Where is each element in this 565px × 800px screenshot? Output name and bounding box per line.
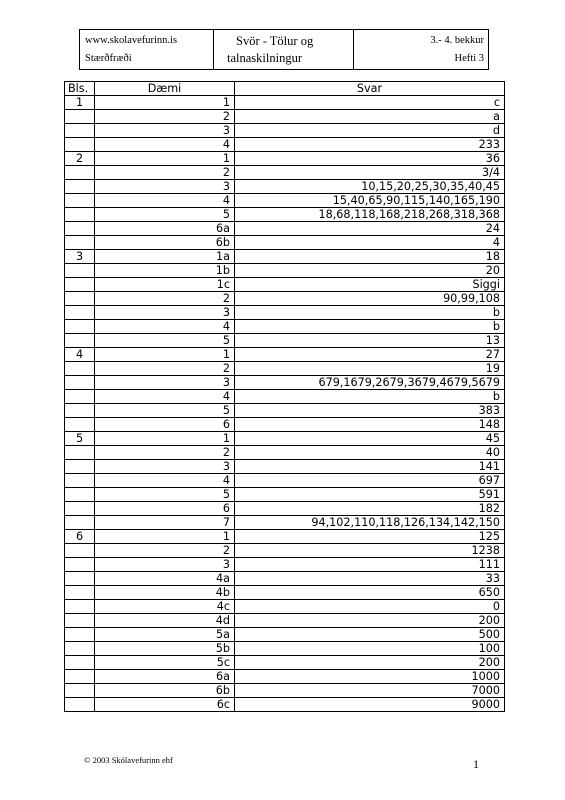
table-row: [65, 124, 505, 138]
answer-cell: 1238: [235, 544, 505, 558]
answer-cell: 100: [235, 642, 505, 656]
answer-cell: a: [235, 110, 505, 124]
table-row: [65, 180, 505, 194]
exercise-cell: 3: [95, 180, 235, 194]
answer-cell: 94,102,110,118,126,134,142,150: [235, 516, 505, 530]
page-cell: [65, 558, 95, 572]
page-cell: [65, 306, 95, 320]
page-cell: [65, 180, 95, 194]
page-cell: [65, 670, 95, 684]
answer-cell: 679,1679,2679,3679,4679,5679: [235, 376, 505, 390]
exercise-cell: 1: [95, 432, 235, 446]
header-right: [354, 30, 488, 69]
table-row: [65, 628, 505, 642]
table-row: [65, 614, 505, 628]
exercise-cell: 4: [95, 138, 235, 152]
table-row: [65, 418, 505, 432]
exercise-cell: 4: [95, 390, 235, 404]
exercise-cell: 1c: [95, 278, 235, 292]
answer-cell: 1000: [235, 670, 505, 684]
table-row: [65, 222, 505, 236]
answer-cell: 200: [235, 656, 505, 670]
page-cell: [65, 572, 95, 586]
answer-cell: 182: [235, 502, 505, 516]
exercise-cell: 5a: [95, 628, 235, 642]
table-row: [65, 572, 505, 586]
table-row: [65, 320, 505, 334]
exercise-cell: 5c: [95, 656, 235, 670]
exercise-cell: 6: [95, 418, 235, 432]
exercise-cell: 5: [95, 488, 235, 502]
answer-cell: 200: [235, 614, 505, 628]
page-cell: [65, 684, 95, 698]
answer-cell: 36: [235, 152, 505, 166]
exercise-cell: 1: [95, 530, 235, 544]
page-cell: [65, 292, 95, 306]
exercise-cell: 7: [95, 516, 235, 530]
answer-cell: 650: [235, 586, 505, 600]
page-cell: [65, 124, 95, 138]
exercise-cell: 1a: [95, 250, 235, 264]
table-row: [65, 558, 505, 572]
exercise-cell: 4b: [95, 586, 235, 600]
answer-cell: 24: [235, 222, 505, 236]
table-row: [65, 642, 505, 656]
copyright-footer: © 2003 Skólavefurinn ehf: [84, 755, 173, 765]
page-cell: 5: [65, 432, 95, 446]
page-cell: [65, 502, 95, 516]
page-cell: [65, 544, 95, 558]
exercise-cell: 5: [95, 208, 235, 222]
answer-cell: 19: [235, 362, 505, 376]
booklet-label: Hefti 3: [454, 53, 484, 64]
exercise-cell: 6a: [95, 222, 235, 236]
page-cell: [65, 222, 95, 236]
table-row: [65, 390, 505, 404]
exercise-cell: 4: [95, 194, 235, 208]
header-left: [80, 30, 214, 69]
answer-cell: c: [235, 96, 505, 110]
exercise-cell: 6: [95, 502, 235, 516]
exercise-cell: 1: [95, 348, 235, 362]
exercise-cell: 6b: [95, 236, 235, 250]
exercise-cell: 3: [95, 306, 235, 320]
website-link[interactable]: www.skolavefurinn.is: [85, 35, 178, 46]
page-cell: [65, 628, 95, 642]
table-row: [65, 530, 505, 544]
page-cell: [65, 138, 95, 152]
answer-cell: 90,99,108: [235, 292, 505, 306]
table-row: [65, 376, 505, 390]
answer-cell: 45: [235, 432, 505, 446]
exercise-cell: 4: [95, 474, 235, 488]
table-row: [65, 684, 505, 698]
answer-cell: 40: [235, 446, 505, 460]
page-cell: [65, 446, 95, 460]
table-row: [65, 264, 505, 278]
page-cell: [65, 698, 95, 712]
answer-cell: b: [235, 390, 505, 404]
answer-cell: 233: [235, 138, 505, 152]
answer-cell: b: [235, 320, 505, 334]
page-cell: [65, 236, 95, 250]
answer-cell: 10,15,20,25,30,35,40,45: [235, 180, 505, 194]
exercise-cell: 6a: [95, 670, 235, 684]
table-row: [65, 236, 505, 250]
exercise-cell: 1: [95, 96, 235, 110]
table-row: [65, 292, 505, 306]
table-row: [65, 278, 505, 292]
page-cell: [65, 334, 95, 348]
exercise-cell: 2: [95, 544, 235, 558]
answer-cell: 111: [235, 558, 505, 572]
table-row: [65, 600, 505, 614]
page-cell: 6: [65, 530, 95, 544]
exercise-cell: 2: [95, 446, 235, 460]
table-row: [65, 306, 505, 320]
page-cell: [65, 362, 95, 376]
table-row: [65, 656, 505, 670]
table-row: [65, 670, 505, 684]
page-cell: [65, 376, 95, 390]
page-cell: 2: [65, 152, 95, 166]
table-row: [65, 194, 505, 208]
table-header-row: [65, 82, 505, 96]
exercise-cell: 3: [95, 460, 235, 474]
answer-cell: 0: [235, 600, 505, 614]
table-row: [65, 432, 505, 446]
table-row: [65, 446, 505, 460]
exercise-cell: 3: [95, 376, 235, 390]
exercise-cell: 2: [95, 362, 235, 376]
table-row: [65, 488, 505, 502]
exercise-cell: 6b: [95, 684, 235, 698]
answer-cell: b: [235, 306, 505, 320]
title-line-2: talnaskilningur: [227, 51, 302, 65]
table-row: [65, 586, 505, 600]
answer-cell: 141: [235, 460, 505, 474]
exercise-cell: 6c: [95, 698, 235, 712]
table-row: [65, 544, 505, 558]
answer-cell: 500: [235, 628, 505, 642]
answer-cell: 697: [235, 474, 505, 488]
table-row: [65, 138, 505, 152]
table-row: [65, 334, 505, 348]
exercise-cell: 4c: [95, 600, 235, 614]
exercise-cell: 5: [95, 334, 235, 348]
table-row: [65, 166, 505, 180]
answer-cell: 20: [235, 264, 505, 278]
exercise-cell: 1: [95, 152, 235, 166]
page-cell: [65, 404, 95, 418]
table-row: [65, 362, 505, 376]
answer-cell: 13: [235, 334, 505, 348]
page-cell: [65, 278, 95, 292]
exercise-cell: 4: [95, 320, 235, 334]
page-number: 1: [473, 757, 479, 771]
table-row: [65, 474, 505, 488]
answer-cell: Siggi: [235, 278, 505, 292]
table-row: [65, 348, 505, 362]
page-cell: 1: [65, 96, 95, 110]
page-cell: [65, 390, 95, 404]
table-row: [65, 110, 505, 124]
answer-cell: 18: [235, 250, 505, 264]
answer-cell: 18,68,118,168,218,268,318,368: [235, 208, 505, 222]
table-row: [65, 516, 505, 530]
answers-table: [64, 81, 505, 712]
page-cell: [65, 320, 95, 334]
page-cell: [65, 208, 95, 222]
answer-cell: 148: [235, 418, 505, 432]
header-exercise: Dæmi: [95, 82, 235, 96]
page-cell: [65, 460, 95, 474]
table-row: [65, 208, 505, 222]
answer-cell: 9000: [235, 698, 505, 712]
page-cell: 3: [65, 250, 95, 264]
page-cell: [65, 110, 95, 124]
exercise-cell: 2: [95, 110, 235, 124]
table-row: [65, 152, 505, 166]
table-row: [65, 460, 505, 474]
answer-cell: 33: [235, 572, 505, 586]
answer-cell: 27: [235, 348, 505, 362]
exercise-cell: 3: [95, 124, 235, 138]
page-cell: [65, 264, 95, 278]
page-cell: [65, 642, 95, 656]
page-cell: [65, 418, 95, 432]
page-cell: [65, 586, 95, 600]
page-cell: [65, 614, 95, 628]
answer-cell: 15,40,65,90,115,140,165,190: [235, 194, 505, 208]
page-cell: 4: [65, 348, 95, 362]
exercise-cell: 2: [95, 166, 235, 180]
subject-label: Stærðfræði: [85, 53, 132, 64]
exercise-cell: 1b: [95, 264, 235, 278]
page-cell: [65, 656, 95, 670]
answer-cell: 125: [235, 530, 505, 544]
header-page: Bls.: [65, 82, 95, 96]
answer-cell: 383: [235, 404, 505, 418]
exercise-cell: 4d: [95, 614, 235, 628]
table-row: [65, 502, 505, 516]
answer-cell: 591: [235, 488, 505, 502]
header-center: [214, 30, 354, 69]
answer-cell: 4: [235, 236, 505, 250]
exercise-cell: 2: [95, 292, 235, 306]
exercise-cell: 4a: [95, 572, 235, 586]
page-cell: [65, 194, 95, 208]
exercise-cell: 5b: [95, 642, 235, 656]
page-cell: [65, 488, 95, 502]
page-cell: [65, 474, 95, 488]
page-cell: [65, 166, 95, 180]
table-body: [65, 96, 505, 712]
exercise-cell: 3: [95, 558, 235, 572]
header-box: [79, 29, 489, 70]
exercise-cell: 5: [95, 404, 235, 418]
page-cell: [65, 600, 95, 614]
title-line-1: Svör - Tölur og: [236, 34, 314, 48]
table-row: [65, 698, 505, 712]
answer-cell: 3/4: [235, 166, 505, 180]
table-row: [65, 404, 505, 418]
grade-label: 3.- 4. bekkur: [430, 35, 484, 46]
table-row: [65, 96, 505, 110]
page-cell: [65, 516, 95, 530]
header-answer: Svar: [235, 82, 505, 96]
answer-cell: d: [235, 124, 505, 138]
table-row: [65, 250, 505, 264]
answer-cell: 7000: [235, 684, 505, 698]
